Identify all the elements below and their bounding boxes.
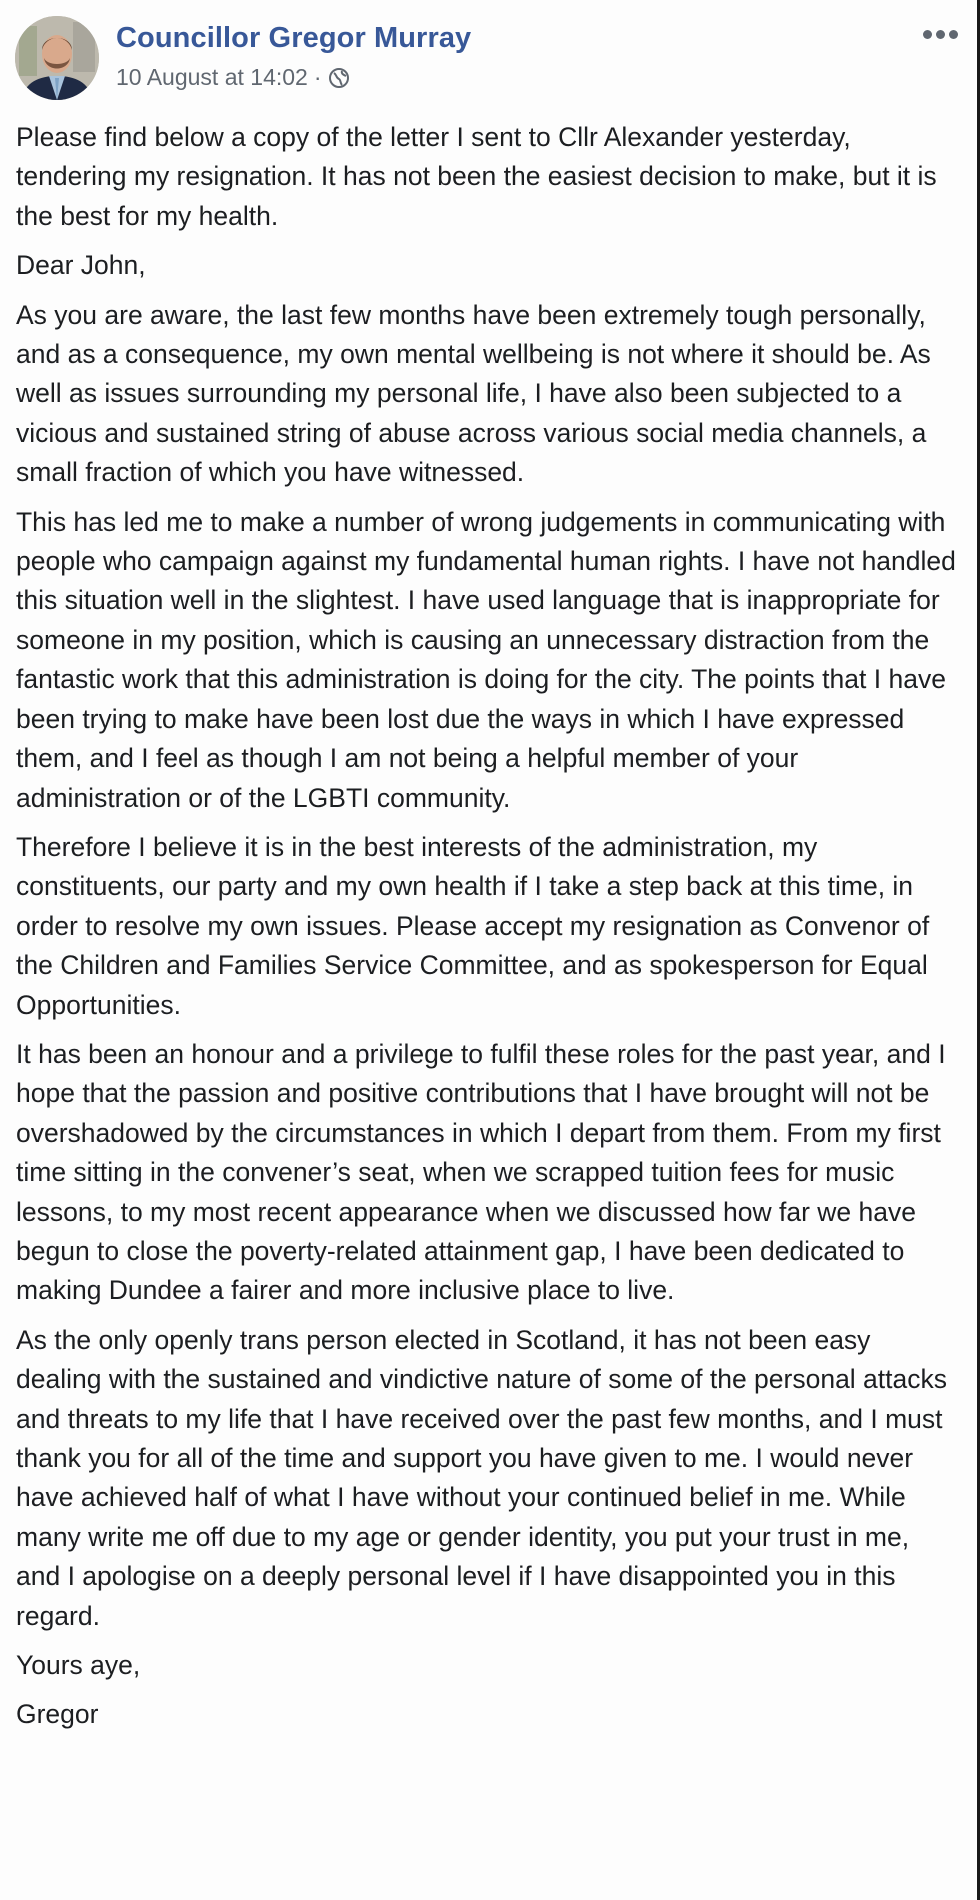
author-avatar[interactable] (15, 16, 99, 100)
post-paragraph: Please find below a copy of the letter I sent to Cllr Alexander yesterday, tendering my resignation. It has not been the easiest decision to make, but it is the best for my health. (16, 122, 937, 231)
post-paragraph: This has led me to make a number of wrong judgements in communicating with people who campaign against my fundamental human rights. I have not handled this situation well in the slightest. I have used language that is inappropriate for someone in my position, which is causing an unnecessary distraction from the fantastic work that this administration is doing for the city. The points that I have been trying to make have been lost due the ways in which I have expressed them, and I feel as though I am not being a helpful member of your administration or of the LGBTI community. (16, 506, 956, 813)
more-options-dot (936, 30, 945, 39)
post-paragraph: Therefore I believe it is in the best interests of the administration, my constituents, our party and my own health if I take a step back at this time, in order to resolve my own issues. Please accept my resignation as Convenor of the Children and Families Service Committee, and as spokesperson for Equal Opportunities. (16, 831, 930, 1020)
post-header (0, 0, 976, 110)
more-options-button[interactable] (920, 24, 960, 44)
avatar-photo (15, 16, 99, 100)
post-paragraph: Yours aye, (16, 1650, 141, 1681)
post-paragraph: Gregor (16, 1699, 99, 1730)
more-options-dot (949, 30, 958, 39)
post-meta (116, 64, 350, 91)
post-timestamp[interactable]: 10 August at 14:02 (116, 64, 308, 90)
post-paragraph: Dear John, (16, 250, 146, 281)
post-paragraph: As you are aware, the last few months have been extremely tough personally, and as a consequence, my own mental wellbeing is not where it should be. As well as issues surrounding my personal life, I have also been subjected to a vicious and sustained string of abuse across various social media channels, a small fraction of which you have witnessed. (16, 299, 931, 488)
post-paragraph: As the only openly trans person elected in Scotland, it has not been easy dealing with the sustained and vindictive nature of some of the personal attacks and threats to my life that I have received over the past few months, and I must thank you for all of the time and support you have given to me. I would never have achieved half of what I have without your continued belief in me. While many write me off due to my age or gender identity, you put your trust in me, and I apologise on a deeply personal level if I have disappointed you in this regard. (16, 1324, 948, 1631)
author-name-link[interactable]: Councillor Gregor Murray (116, 22, 472, 54)
more-options-icon (923, 30, 932, 39)
meta-separator: · (313, 64, 322, 90)
post-body (16, 118, 956, 1745)
post-paragraph: It has been an honour and a privilege to fulfil these roles for the past year, and I hope that the passion and positive contributions that I have brought will not be overshadowed by the circumstances in which I depart from them. From my first time sitting in the convener’s seat, when we scrapped tuition fees for music lessons, to my most recent appearance when we discussed how far we have begun to close the poverty-related attainment gap, I have been dedicated to making Dundee a fairer and more inclusive place to live. (16, 1038, 946, 1306)
globe-icon[interactable] (328, 67, 350, 89)
